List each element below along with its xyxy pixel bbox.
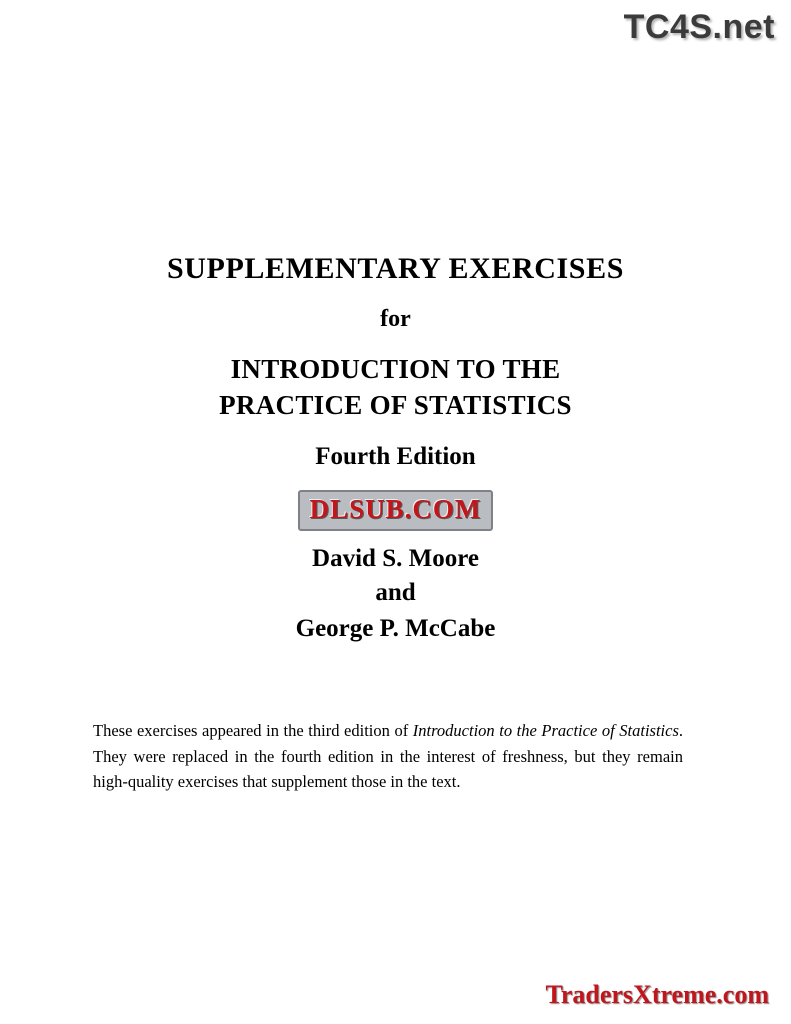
title-block	[0, 252, 791, 643]
book-title	[0, 352, 791, 423]
author-primary: David S. Moore	[312, 544, 479, 572]
book-title-line-1: INTRODUCTION TO THE	[230, 354, 561, 385]
watermark-center: DLSUB.COM	[298, 490, 494, 531]
watermark-top-right: TC4S.net	[623, 8, 775, 46]
book-title-line-2: PRACTICE OF STATISTICS	[219, 389, 572, 420]
edition-label: Fourth Edition	[315, 442, 476, 470]
note-book-title-italic: Introduction to the Practice of Statistics	[412, 721, 679, 740]
note-text-part-1: These exercises appeared in the third edition of	[93, 721, 413, 740]
watermark-center-wrap	[0, 490, 791, 531]
watermark-bottom-right: TradersXtreme.com	[545, 980, 769, 1009]
title-for-label: for	[380, 305, 411, 332]
author-conjunction: and	[375, 578, 416, 606]
note-paragraph	[93, 718, 683, 795]
note-text-part-2: . They were replaced in the fourth edition in the interest of freshness, but they remain high-quality exercises that supplement those in the text.	[93, 721, 683, 792]
author-secondary: George P. McCabe	[295, 614, 496, 642]
page-title: SUPPLEMENTARY EXERCISES	[167, 252, 624, 285]
